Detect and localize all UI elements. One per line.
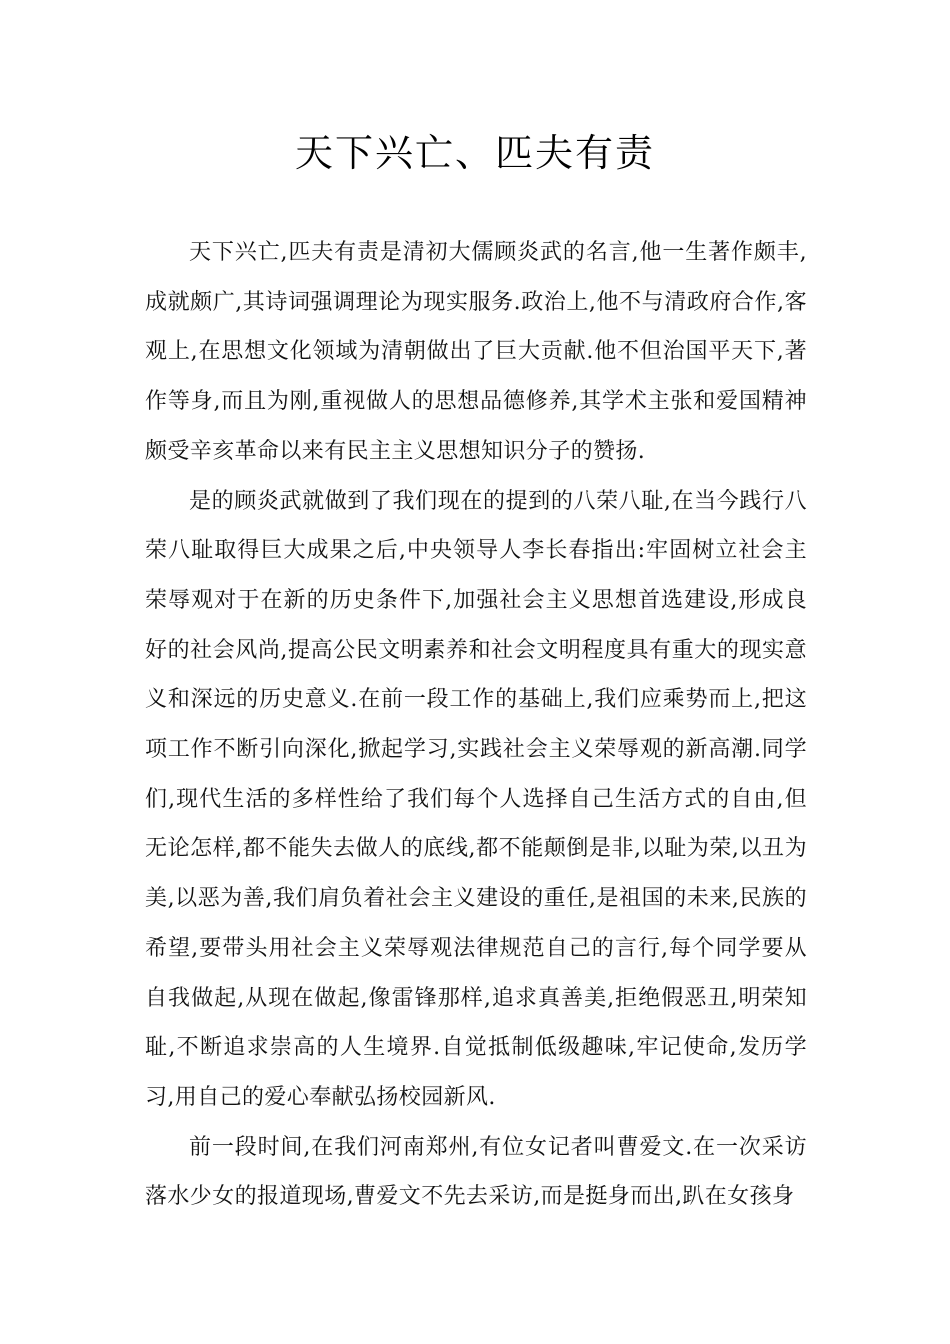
document-body (145, 228, 807, 1222)
paragraph-2: 是的顾炎武就做到了我们现在的提到的八荣八耻,在当今践行八荣八耻取得巨大成果之后,中央领导人李长春指出:牢固树立社会主荣辱观对于在新的历史条件下,加强社会主义思想首选建设,形成良好的社会风尚,提高公民文明素养和社会文明程度具有重大的现实意义和深远的历史意义.在前一段工作的基础上,我们应乘势而上,把这项工作不断引向深化,掀起学习,实践社会主义荣辱观的新高潮.同学们,现代生活的多样性给了我们每个人选择自己生活方式的自由,但无论怎样,都不能失去做人的底线,都不能颠倒是非,以耻为荣,以丑为美,以恶为善,我们肩负着社会主义建设的重任,是祖国的未来,民族的希望,要带头用社会主义荣辱观法律规范自己的言行,每个同学要从自我做起,从现在做起,像雷锋那样,追求真善美,拒绝假恶丑,明荣知耻,不断追求崇高的人生境界.自觉抵制低级趣味,牢记使命,发历学习,用自己的爱心奉献弘扬校园新风. (145, 488, 807, 1110)
paragraph-3: 前一段时间,在我们河南郑州,有位女记者叫曹爱文.在一次采访落水少女的报道现场,曹爱文不先去采访,而是挺身而出,趴在女孩身 (145, 1134, 807, 1210)
paragraph-1: 天下兴亡,匹夫有责是清初大儒顾炎武的名言,他一生著作颇丰,成就颇广,其诗词强调理论为现实服务.政治上,他不与清政府合作,客观上,在思想文化领域为清朝做出了巨大贡献.他不但治国平天下,著作等身,而且为刚,重视做人的思想品德修养,其学术主张和爱国精神颇受辛亥革命以来有民主主义思想知识分子的赞扬. (145, 240, 807, 464)
document-title: 天下兴亡、匹夫有责 (294, 131, 655, 175)
